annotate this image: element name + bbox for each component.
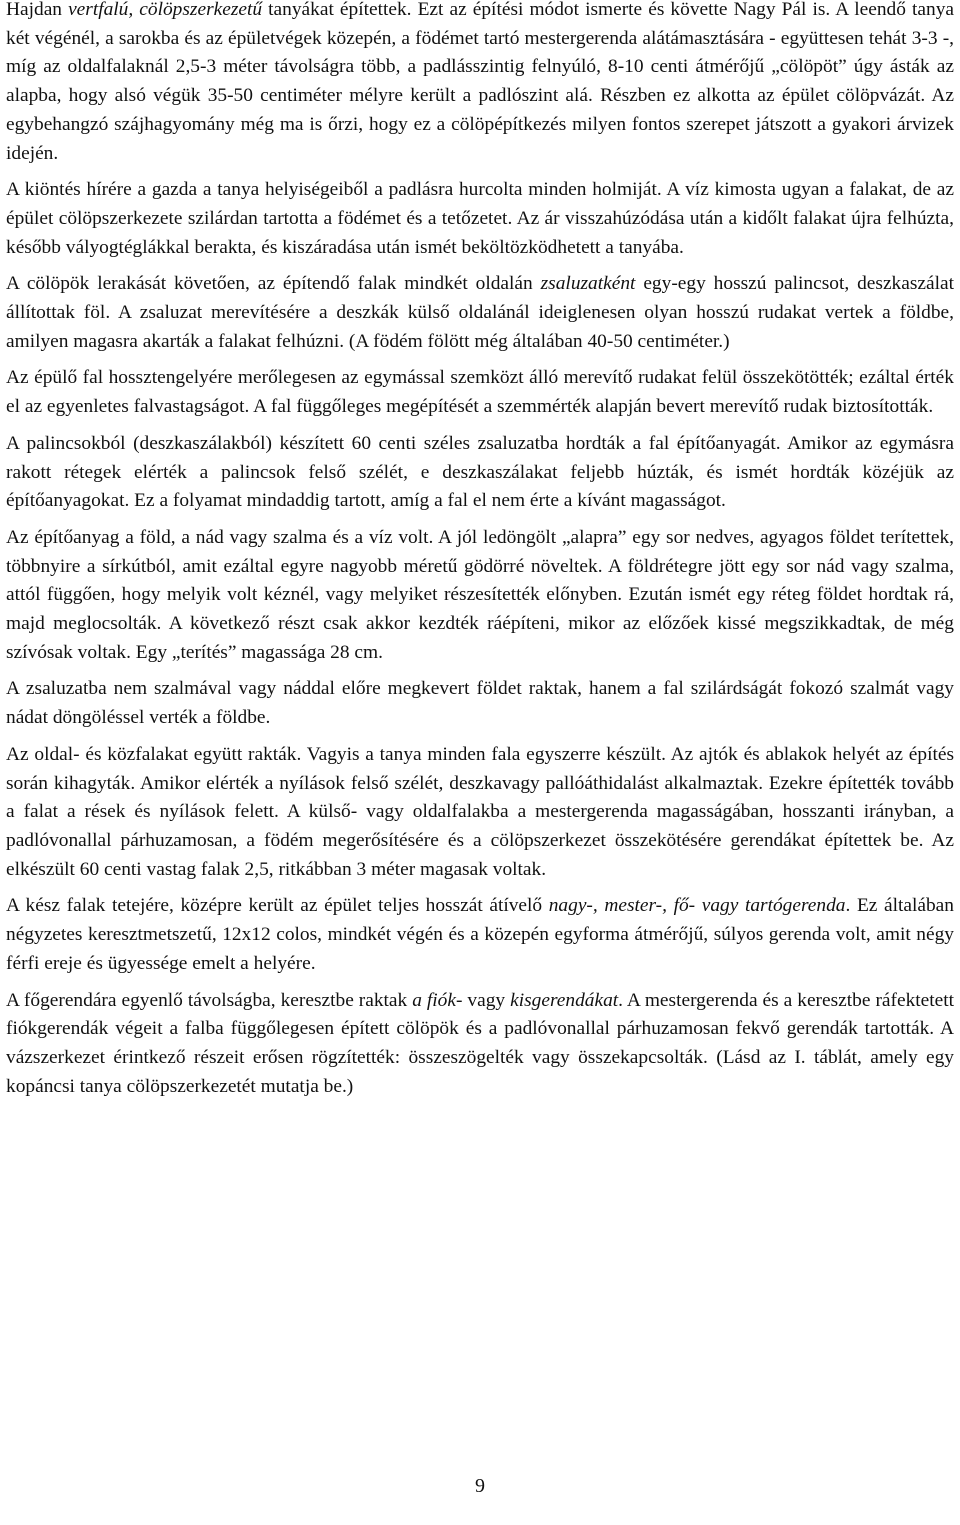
paragraph-3 [6,270,954,356]
paragraph-italic-text: zsaluzatként [540,273,636,295]
paragraph-italic-text: nagy-, mester-, fő- vagy tartógerenda [548,895,846,917]
paragraph-2 [6,176,954,262]
paragraph-text: A cölöpök lerakását követően, az építendő falak mindkét oldalán [6,273,541,295]
paragraph-italic-text: vertfalú, cölöpszerkezetű [68,0,263,20]
paragraph-8 [6,741,954,885]
paragraph-text: A főgerendára egyenlő távolságba, keresztbe raktak [6,989,413,1011]
paragraph-italic-text: kisgerendákat [510,989,619,1011]
paragraph-text: egy-egy hosszú palincsot, deszkaszálat állítottak föl. A zsaluzat merevítésére a deszkák külső oldalánál ideiglenesen olyan hosszú rudakat vertek a földbe, amilyen magasra akarták a falakat felhúzni. (A födém fölött még általában 40-50 centiméter.) [6,273,954,352]
paragraph-9 [6,892,954,978]
paragraph-4 [6,364,954,421]
paragraph-text: A palincsokból (deszkaszálakból) készített 60 centi széles zsaluzatba hordták a fal építőanyagát. Amikor az egymásra rakott rétegek elérték a palincsok felső szélét, e deszkaszálakat feljebb húzták, és ismét hordták közéjük az építőanyagokat. Ez a folyamat mindaddig tartott, amíg a fal el nem érte a kívánt magasságot. [6,432,954,512]
paragraph-text: Az oldal- és közfalakat együtt rakták. Vagyis a tanya minden fala egyszerre készült. Az ajtók és ablakok helyét az építés során kihagyták. Amikor elérték a nyílások felső szélét, deszkavagy pallóáthidalást alkalmaztak. Ezekre építették tovább a falat a rések és nyílások felett. A külső- vagy oldalfalakba a mestergerenda magasságában, hosszanti irányban, a padlóvonallal párhuzamosan, a födém megerősítésére és a cölöpszerkezet összekötésére gerendákat építettek be. Az elkészült 60 centi vastag falak 2,5, ritkábban 3 méter magasak voltak. [6,743,954,880]
paragraph-text: Az épülő fal hossztengelyére merőlegesen az egymással szemközt álló merevítő rudakat felül összekötötték; ezáltal érték el az egyenletes falvastagságot. A fal függőleges megépítését a szemmérték alapján bevert merevítő rudak biztosították. [6,367,954,418]
paragraph-text: Az építőanyag a föld, a nád vagy szalma és a víz volt. A jól ledöngölt „alapra” egy sor nedves, agyagos földet terítettek, többnyire a sírkútból, amit ezáltal egyre nagyobb méretű gödörré növeltek. A földrétegre jött egy sor nád vagy szalma, attól függően, hogy melyik volt kéznél, vagy melyiket részesítették előnyben. Ezután ismét egy réteg földet hordtak rá, majd meglocsolták. A következő részt csak akkor kezdték ráépíteni, mikor az előzőek kissé megszikkadtak, de még szívósak voltak. Egy „terítés” magassága 28 cm. [6,526,954,663]
paragraph-10 [6,987,954,1102]
paragraph-text: A kész falak tetejére, középre került az épület teljes hosszát átívelő [6,895,549,917]
paragraph-text: . A mestergerenda és a keresztbe ráfektetett fiókgerendák végeit a falba függőlegesen épített cölöpök és a padlóvonallal párhuzamosan fekvő gerendák tartották. A vázszerkezet érintkező részeit erősen rögzítették: összeszögelték vagy összekapcsolták. (Lásd az I. táblát, amely egy kopáncsi tanya cölöpszerkezetét mutatja be.) [6,989,955,1097]
paragraph-text: tanyákat építettek. Ezt az építési módot ismerte és követte Nagy Pál is. A leendő tanya két végénél, a sarokba és az épületvégek közepén, a födémet tartó mestergerenda alátámasztására - együttesen tehát 3-3 -, míg az oldalfalaknál 2,5-3 méter távolságra több, a padlásszintig felnyúló, 8-10 centi átmérőjű „cölöpöt” úgy ásták az alapba, hogy alsó végük 35-50 centiméter mélyre került a padlószint alá. Részben ez alkotta az épület cölöpvázát. Az egybehangzó szájhagyomány még ma is őrzi, hogy ez a cölöpépítkezés milyen fontos szerepet játszott a gyakori árvizek idején. [6,0,955,164]
paragraph-text: A zsaluzatba nem szalmával vagy náddal előre megkevert földet raktak, hanem a fal szilárdságát fokozó szalmát vagy nádat döngöléssel verték a földbe. [6,678,954,729]
paragraph-text: vagy [462,989,511,1011]
paragraph-text: Hajdan [6,0,69,20]
paragraph-italic-text: a fiók- [412,989,463,1011]
paragraph-text: . Ez általában négyzetes keresztmetszetű, 12x12 colos, mindkét végén és a közepén egyforma átmérőjű, súlyos gerenda volt, amit négy férfi ereje és ügyessége emelt a helyére. [6,895,954,974]
paragraph-text: A kiöntés hírére a gazda a tanya helyiségeiből a padlásra hurcolta minden holmiját. A víz kimosta ugyan a falakat, de az épület cölöpszerkezete szilárdan tartotta a födémet és a tetőzetet. Az ár visszahúzódása után a kidőlt falakat újra felhúzta, később vályogtéglákkal berakta, és kiszáradása után ismét beköltözködhetett a tanyába. [6,179,954,258]
paragraph-1 [6,0,954,168]
page-number: 9 [475,1475,485,1497]
document-page [6,0,954,1109]
paragraph-7 [6,675,954,732]
paragraph-6 [6,524,954,668]
paragraph-5 [6,430,954,516]
